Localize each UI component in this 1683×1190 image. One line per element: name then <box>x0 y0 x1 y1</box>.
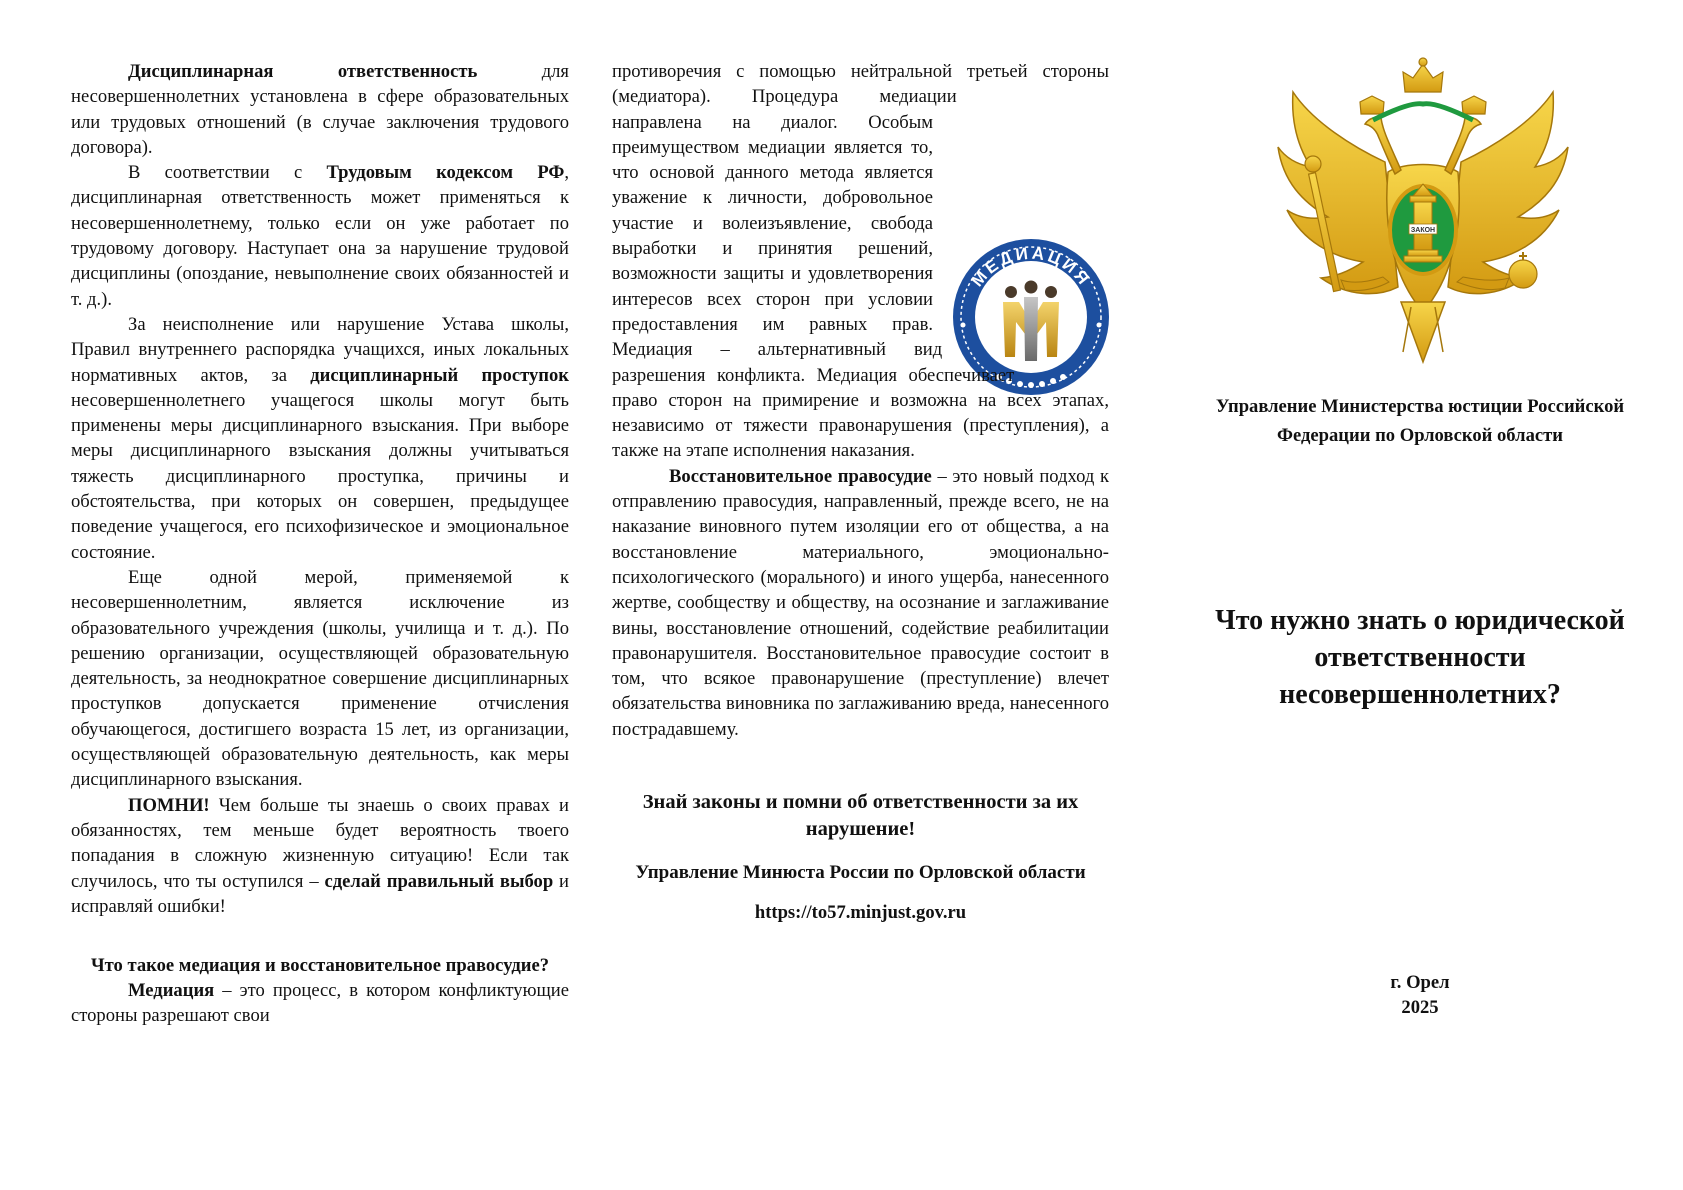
term-disciplinary: Дисциплинарная ответственность <box>128 61 478 82</box>
mediation-logo-text: МЕДИАЦИЯ <box>967 243 1095 291</box>
text: В соответствии с <box>128 162 327 184</box>
term-remember: ПОМНИ! <box>128 794 210 816</box>
paragraph-restorative <box>612 464 1109 742</box>
ministry-short: Управление Минюста России по Орловской области <box>635 862 1086 884</box>
term-right-choice: сделай правильный выбор <box>324 870 554 892</box>
paragraph-school-rules <box>71 312 569 565</box>
paragraph-mediation-cont <box>612 59 1109 464</box>
text: – это новый подход к отправлению правосудия, направленный, прежде всего, не на наказание виновного путем изоляции его от общества, а на восстановление материального, эмоционально-психологического (морального) и иного ущерба, нанесенного жертве, сообществу и обществу, на осознание и заглаживание вины, восстановление отношений, содействие реабилитации правонарушителя. Восстановительное правосудие состоит в том, что всякое правонарушение (преступление) влечет обязательства виновника по заглаживанию вреда, нанесенного пострадавшему. <box>612 465 1109 740</box>
paragraph-remember <box>71 793 569 919</box>
term-mediation: Медиация <box>128 980 215 1002</box>
ministry-name: Управление Министерства юстиции Российской Федерации по Орловской области <box>1215 396 1625 446</box>
term-labor-code: Трудовым кодексом РФ <box>326 162 565 184</box>
text: и исправляй ошибки! <box>71 870 569 917</box>
website-link[interactable]: https://to57.minjust.gov.ru <box>754 902 967 924</box>
slogan: Знай законы и помни об ответственности за их нарушение! <box>642 791 1079 841</box>
column-middle <box>612 59 1109 925</box>
term-misconduct: дисциплинарный проступок <box>310 364 569 386</box>
column-cover <box>1190 0 1650 1190</box>
text: для несовершеннолетних установлена в сфере образовательных или трудовых отношений (в случае заключения трудового договора). <box>71 61 569 158</box>
paragraph-labor-code <box>71 160 569 312</box>
emblem-law-text: ЗАКОН <box>1410 227 1436 234</box>
text: , дисциплинарная ответственность может применяться к несовершеннолетнему, только если он уже работает по трудовому договору. Наступает она за нарушение трудовой дисциплины (опоздание, невыполнение своих обязанностей и т. д.). <box>71 162 569 310</box>
term-restorative-justice: Восстановительное правосудие <box>669 465 932 487</box>
mediation-heading: Что такое медиация и восстановительное правосудие? <box>91 955 549 977</box>
city-year <box>1190 970 1650 1020</box>
column-left <box>71 59 569 1029</box>
double-headed-eagle-emblem-icon <box>1273 52 1573 372</box>
text: несовершеннолетнего учащегося школы могут быть применены меры дисциплинарного взыскания. При выборе меры дисциплинарного взыскания должны учитываться тяжесть дисциплинарного проступка, причины и обстоятельства, при которых он совершен, предыдущее поведение учащегося, его психофизическое и эмоциональное состояние. <box>71 389 569 563</box>
text: Чем больше ты знаешь о своих правах и обязанностях, тем меньше будет вероятность твоего попадания в сложную жизненную ситуацию! Если так случилось, что ты оступился – <box>71 794 569 892</box>
text: За неисполнение или нарушение Устава школы, Правил внутреннего распорядка учащихся, иных локальных нормативных актов, за <box>71 313 569 386</box>
mediation-figures-icon <box>1003 281 1059 362</box>
paragraph-disciplinary <box>71 59 569 160</box>
city: г. Орел <box>1390 972 1450 993</box>
text: – это процесс, в котором конфликтующие стороны разрешают свои <box>71 980 569 1027</box>
brochure-title: Что нужно знать о юридической ответственности несовершеннолетних? <box>1215 605 1625 710</box>
year: 2025 <box>1401 997 1439 1018</box>
mediation-text: противоречия с помощью нейтральной третьей стороны (медиатора). Процедура медиации направлена на диалог. Особым преимуществом медиации является то, что основой данного метода является уважение к личности, добровольное участие и волеизъявление, свобода выработки и принятия решений, возможности защиты и удовлетворения интересов всех сторон при условии предоставления им равных прав. Медиация – альтернативный вид разрешения конфликта. Медиация обеспечивает право сторон на примирение и возможна на всех этапах, независимо от тяжести правонарушения (преступления), а также на этапе исполнения наказания. <box>612 61 1109 462</box>
paragraph-expulsion: Еще одной мерой, применяемой к несовершеннолетним, является исключение из образовательного учреждения (школы, училища и т. д.). По решению организации, осуществляющей образовательную деятельность, за неоднократное совершение дисциплинарных проступков допускается применение отчисления обучающегося, достигшего возраста 15 лет, из организации, осуществляющей образовательную деятельность, как меры дисциплинарного взыскания. <box>71 566 569 791</box>
paragraph-mediation-start <box>71 978 569 1029</box>
